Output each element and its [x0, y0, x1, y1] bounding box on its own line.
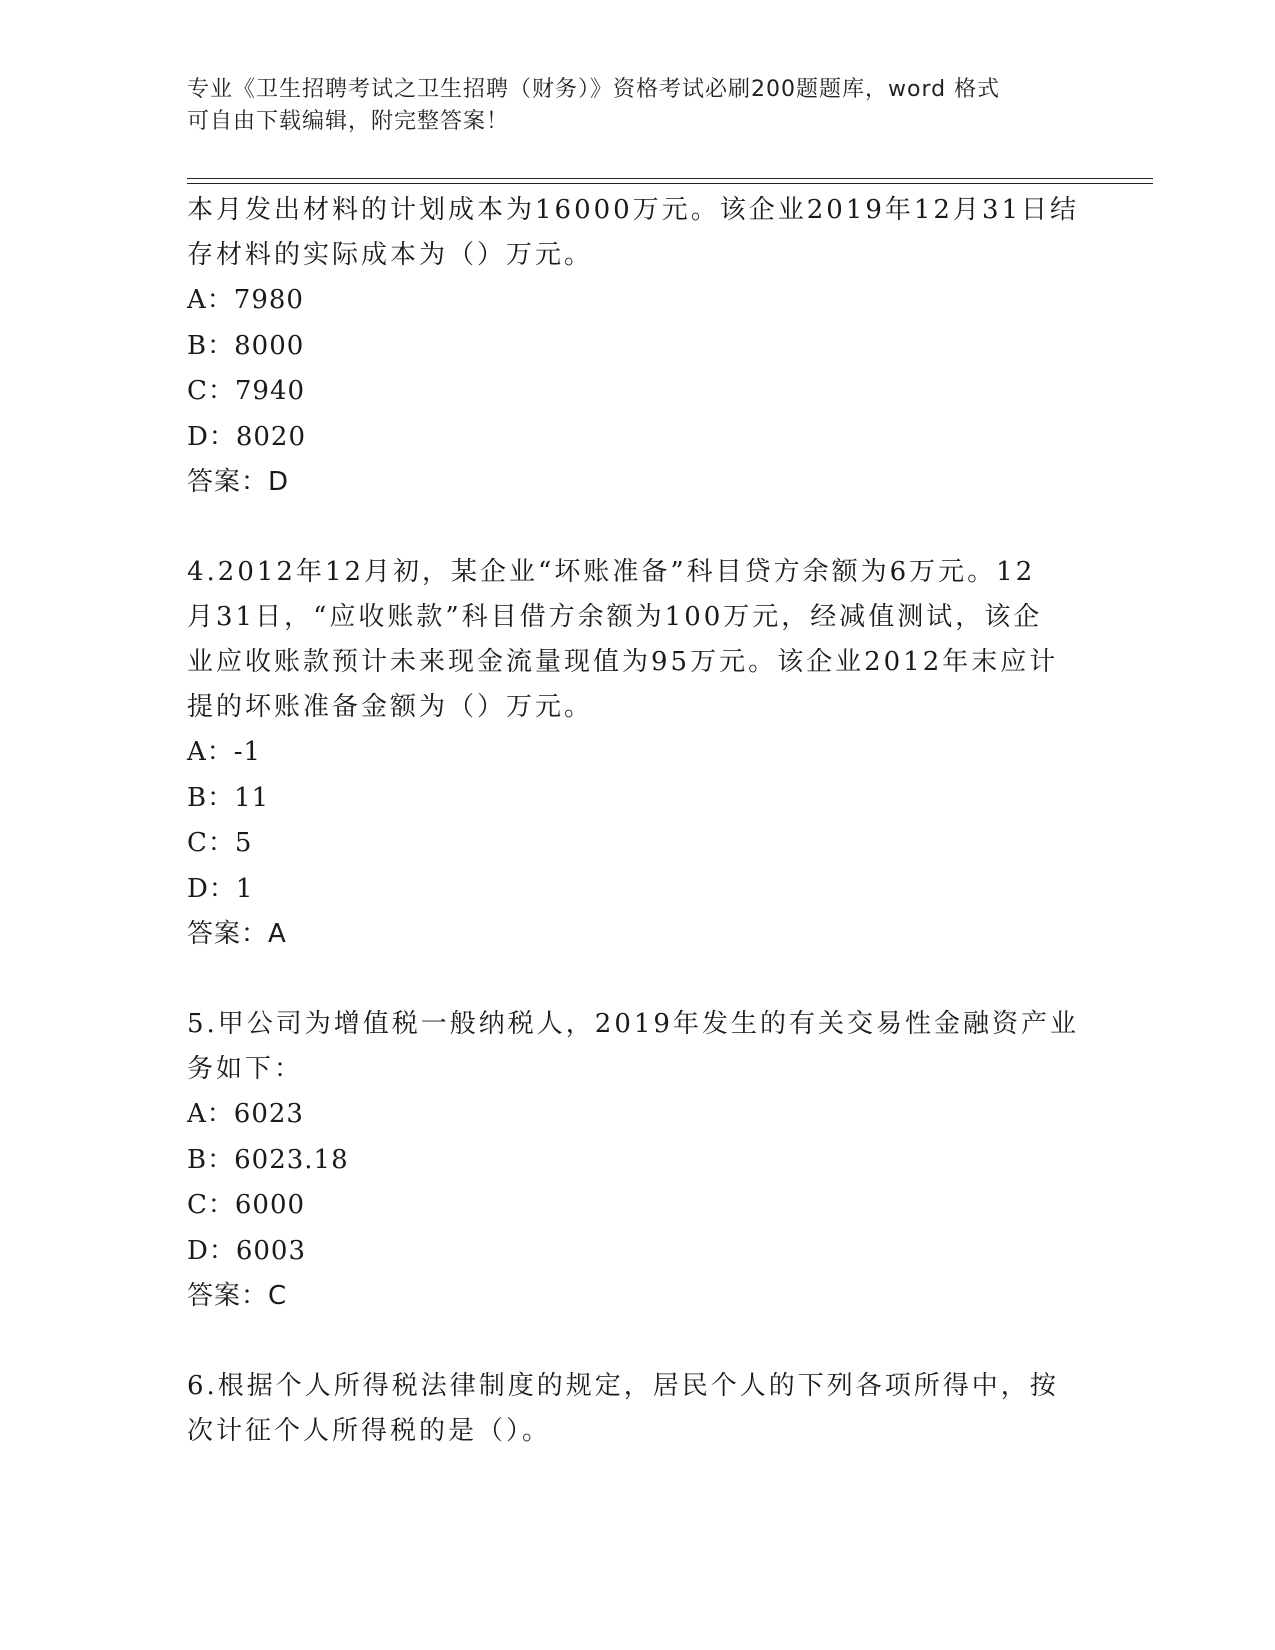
option-c: C：6000 — [187, 1190, 306, 1220]
option-b: B：6023.18 — [187, 1144, 349, 1175]
option-a: A：6023 — [187, 1099, 304, 1129]
option-b: B：8000 — [187, 330, 305, 361]
question-text: 5.甲公司为增值税一般纳税人，2019年发生的有关交易性金融资产业 — [187, 1009, 1079, 1039]
option-d: D：6003 — [187, 1235, 307, 1266]
question-text: 6.根据个人所得税法律制度的规定，居民个人的下列各项所得中，按 — [187, 1371, 1059, 1401]
option-a: A：-1 — [187, 737, 262, 767]
question-text: 务如下： — [187, 1054, 304, 1084]
spacer — [187, 1319, 1087, 1364]
question-text: 存材料的实际成本为（）万元。 — [187, 240, 594, 270]
answer-line: 答案：A — [187, 919, 287, 949]
answer-line: 答案：D — [187, 467, 290, 497]
option-d: D：8020 — [187, 421, 307, 452]
header-divider-bottom — [187, 183, 1153, 184]
answer-line: 答案：C — [187, 1281, 288, 1311]
question-block — [187, 188, 1087, 505]
question-text: 次计征个人所得税的是（）。 — [187, 1416, 552, 1446]
option-b: B：11 — [187, 782, 270, 813]
question-text: 4.2012年12月初，某企业“坏账准备”科目贷方余额为6万元。12 — [187, 557, 1036, 587]
question-block — [187, 1002, 1087, 1319]
spacer — [187, 957, 1087, 1002]
document-header — [187, 74, 1087, 138]
question-text: 业应收账款预计未来现金流量现值为95万元。该企业2012年末应计 — [187, 647, 1059, 677]
header-line-2: 可自由下载编辑，附完整答案！ — [187, 109, 510, 134]
option-c: C：7940 — [187, 376, 306, 406]
option-a: A：7980 — [187, 285, 304, 315]
option-d: D：1 — [187, 873, 254, 904]
question-block — [187, 1364, 1087, 1454]
header-divider-top — [187, 178, 1153, 179]
option-c: C：5 — [187, 828, 253, 858]
header-line-1: 专业《卫生招聘考试之卫生招聘（财务）》资格考试必刷200题题库，word 格式 — [187, 77, 1001, 102]
question-text: 提的坏账准备金额为（）万元。 — [187, 692, 594, 722]
question-text: 月31日，“应收账款”科目借方余额为100万元，经减值测试，该企 — [187, 602, 1043, 632]
question-text: 本月发出材料的计划成本为16000万元。该企业2019年12月31日结 — [187, 195, 1080, 225]
question-block — [187, 550, 1087, 957]
question-list — [187, 188, 1087, 1454]
spacer — [187, 505, 1087, 550]
